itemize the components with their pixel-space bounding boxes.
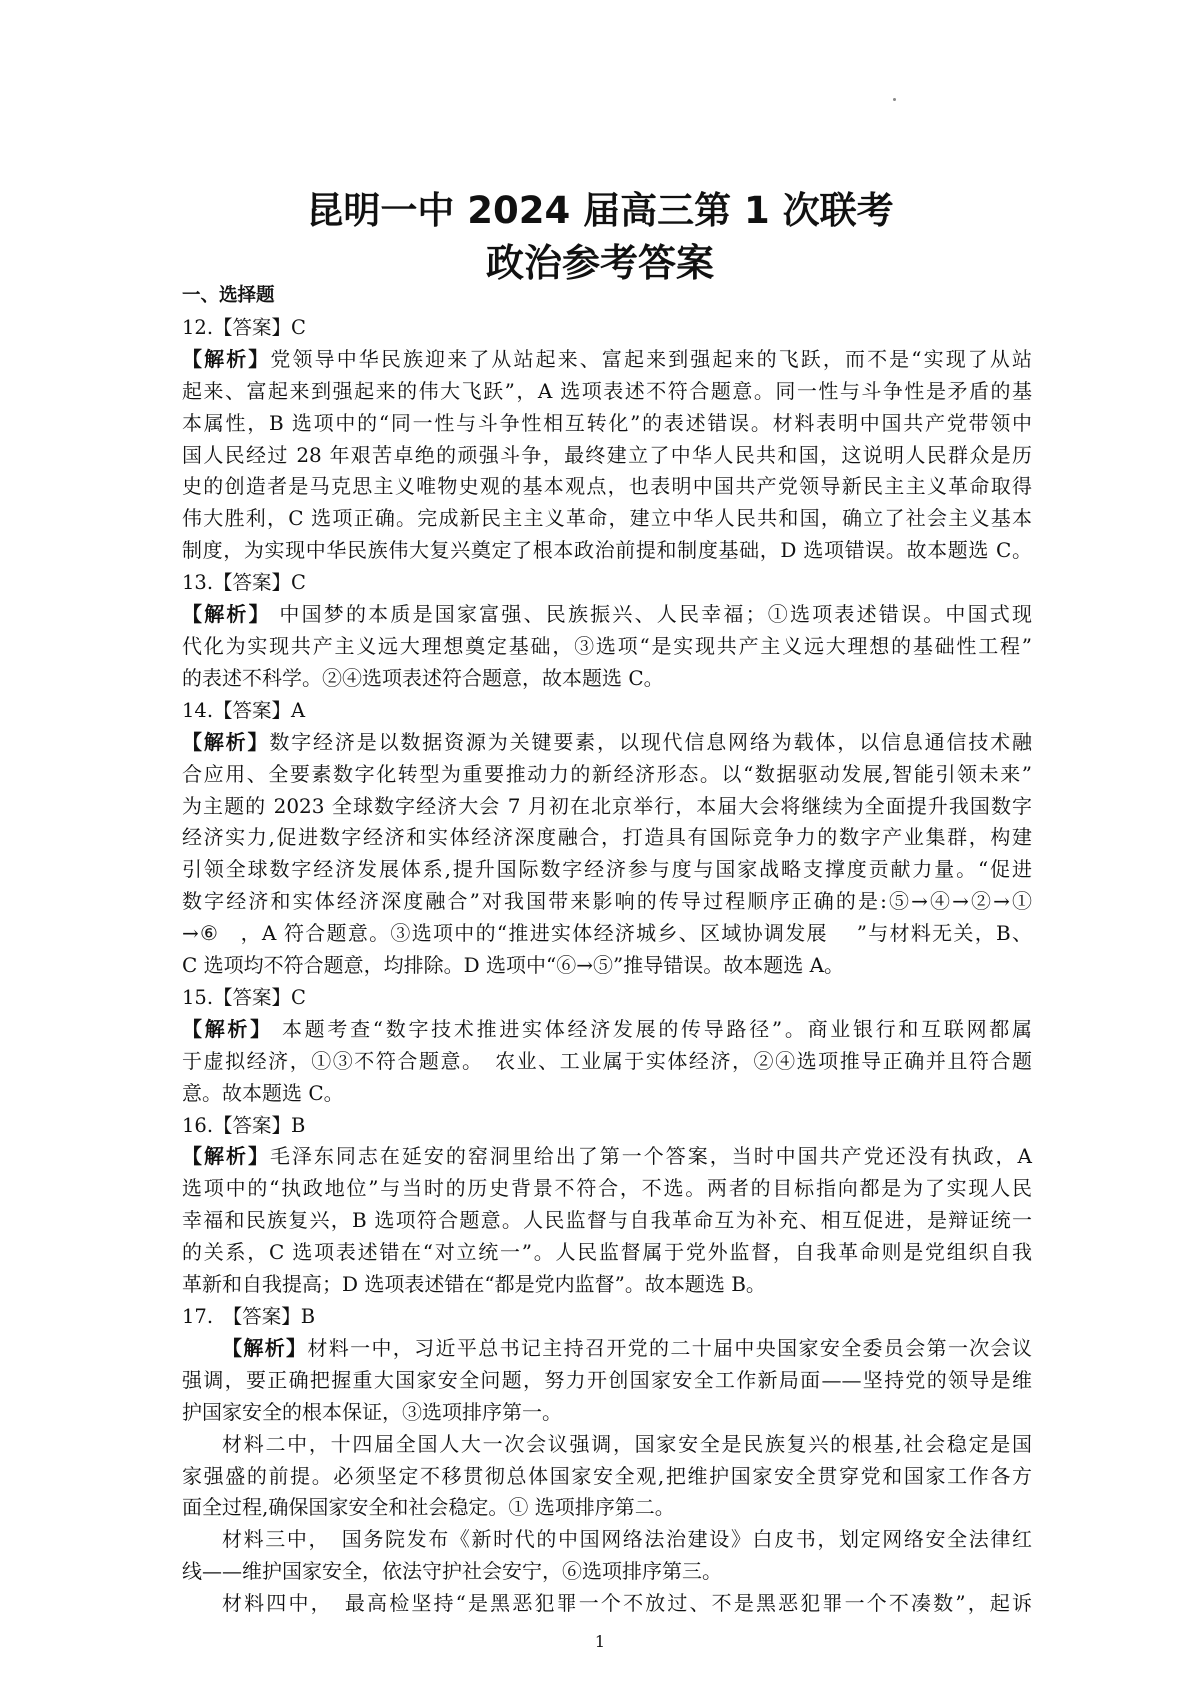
answer-q15: 15.【答案】C <box>182 985 306 1009</box>
analysis-line: 材料三中， 国务院发布《新时代的中国网络法治建设》白皮书，划定网络安全法律红 <box>222 1527 1032 1552</box>
analysis-line: 选项中的“执政地位”与当时的历史背景不符合，不选。两者的目标指向都是为了实现人民 <box>182 1176 1032 1201</box>
analysis-line: 【解析】材料一中，习近平总书记主持召开党的二十届中央国家安全委员会第一次会议 <box>222 1335 1033 1360</box>
analysis-line: 数字经济和实体经济深度融合”对我国带来影响的传导过程顺序正确的是:⑤→④→②→① <box>182 889 1032 914</box>
answer-q12: 12.【答案】C <box>182 315 306 339</box>
analysis-q13 <box>182 599 1032 695</box>
analysis-tag: 【解析】 <box>182 729 270 754</box>
analysis-line: 强调，要正确把握重大国家安全问题，努力开创国家安全工作新局面——坚持党的领导是维 <box>182 1367 1032 1392</box>
analysis-line: 线——维护国家安全，依法守护社会安宁，⑥选项排序第三。 <box>182 1559 722 1584</box>
analysis-line: 【解析】党领导中华民族迎来了从站起来、富起来到强起来的飞跃，而不是“实现了从站 <box>182 346 1032 371</box>
analysis-line: 【解析】毛泽东同志在延安的窑洞里给出了第一个答案，当时中国共产党还没有执政，A <box>182 1144 1032 1169</box>
analysis-line: 【解析】 本题考查“数字技术推进实体经济发展的传导路径”。商业银行和互联网都属 <box>182 1016 1033 1041</box>
analysis-q16 <box>182 1141 1032 1301</box>
analysis-line: 史的创造者是马克思主义唯物史观的基本观点，也表明中国共产党领导新民主主义革命取得 <box>182 474 1032 499</box>
analysis-tag: 【解析】 <box>182 1016 273 1041</box>
analysis-line: 合应用、全要素数字化转型为重要推动力的新经济形态。以“数据驱动发展,智能引领未来” <box>182 761 1032 786</box>
page-title: 昆明一中 2024 届高三第 1 次联考 <box>306 189 894 232</box>
analysis-line: 【解析】 中国梦的本质是国家富强、民族振兴、人民幸福；①选项表述错误。中国式现 <box>182 602 1033 627</box>
analysis-tag: 【解析】 <box>222 1335 308 1360</box>
analysis-line: 国人民经过 28 年艰苦卓绝的顽强斗争，最终建立了中华人民共和国，这说明人民群众是历 <box>182 442 1032 467</box>
analysis-line: 的关系，C 选项表述错在“对立统一”。人民监督属于党外监督，自我革命则是党组织自我 <box>182 1240 1032 1265</box>
analysis-tag: 【解析】 <box>182 346 271 371</box>
analysis-line: 起来、富起来到强起来的伟大飞跃”，A 选项表述不符合题意。同一性与斗争性是矛盾的基 <box>182 378 1032 403</box>
analysis-line: 代化为实现共产主义远大理想奠定基础，③选项“是实现共产主义远大理想的基础性工程” <box>182 633 1032 658</box>
answer-q17: 17. 【答案】B <box>182 1305 316 1328</box>
page-number: 1 <box>594 1632 606 1651</box>
answer-q13: 13.【答案】C <box>182 571 306 595</box>
analysis-line: 幸福和民族复兴，B 选项符合题意。人民监督与自我革命互为补充、相互促进，是辩证统一 <box>182 1208 1032 1233</box>
analysis-line: 制度，为实现中华民族伟大复兴奠定了根本政治前提和制度基础，D 选项错误。故本题选 C。 <box>182 538 1032 563</box>
analysis-line: 经济实力,促进数字经济和实体经济深度融合，打造具有国际竞争力的数字产业集群，构建 <box>182 825 1032 850</box>
analysis-line: 的表述不科学。②④选项表述符合题意，故本题选 C。 <box>182 665 664 690</box>
analysis-q17 <box>182 1333 1032 1620</box>
analysis-line: 护国家安全的根本保证，③选项排序第一。 <box>182 1399 562 1424</box>
analysis-q12 <box>182 344 1032 567</box>
analysis-line: 为主题的 2023 全球数字经济大会 7 月初在北京举行，本届大会将继续为全面提升我国数字 <box>182 793 1032 818</box>
analysis-line: 【解析】数字经济是以数据资源为关键要素，以现代信息网络为载体，以信息通信技术融 <box>182 729 1033 754</box>
analysis-line: →⑥ ，A 符合题意。③选项中的“推进实体经济城乡、区域协调发展 ”与材料无关，B、 <box>182 921 1032 946</box>
analysis-line: 材料四中， 最高检坚持“是黑恶犯罪一个不放过、不是黑恶犯罪一个不凑数”，起诉 <box>222 1591 1032 1616</box>
analysis-line: 伟大胜利，C 选项正确。完成新民主主义革命，建立中华人民共和国，确立了社会主义基本 <box>182 506 1032 531</box>
analysis-line: 革新和自我提高；D 选项表述错在“都是党内监督”。故本题选 B。 <box>182 1272 766 1297</box>
page-subtitle: 政治参考答案 <box>485 241 714 285</box>
analysis-line: 材料二中，十四届全国人大一次会议强调，国家安全是民族复兴的根基,社会稳定是国 <box>222 1431 1032 1456</box>
analysis-line: 本属性，B 选项中的“同一性与斗争性相互转化”的表述错误。材料表明中国共产党带领中 <box>182 410 1032 435</box>
analysis-line: 面全过程,确保国家安全和社会稳定。① 选项排序第二。 <box>182 1495 675 1520</box>
analysis-q14 <box>182 727 1032 982</box>
analysis-line: 引领全球数字经济发展体系,提升国际数字经济参与度与国家战略支撑度贡献力量。“促进 <box>182 857 1032 882</box>
answer-content <box>182 280 1032 1620</box>
analysis-line: C 选项均不符合题意，均排除。D 选项中“⑥→⑤”推导错误。故本题选 A。 <box>182 953 845 978</box>
analysis-tag: 【解析】 <box>182 1144 270 1169</box>
analysis-line: 家强盛的前提。必须坚定不移贯彻总体国家安全观,把维护国家安全贯穿党和国家工作各方 <box>182 1463 1032 1488</box>
analysis-line: 于虚拟经济，①③不符合题意。 农业、工业属于实体经济，②④选项推导正确并且符合题 <box>182 1048 1032 1073</box>
analysis-q15 <box>182 1014 1032 1110</box>
analysis-tag: 【解析】 <box>182 602 271 627</box>
analysis-line: 意。故本题选 C。 <box>182 1080 344 1105</box>
answer-q16: 16.【答案】B <box>182 1113 306 1137</box>
answer-q14: 14.【答案】A <box>182 698 306 722</box>
scan-speck <box>893 98 896 101</box>
section-title: 一、选择题 <box>182 285 275 306</box>
